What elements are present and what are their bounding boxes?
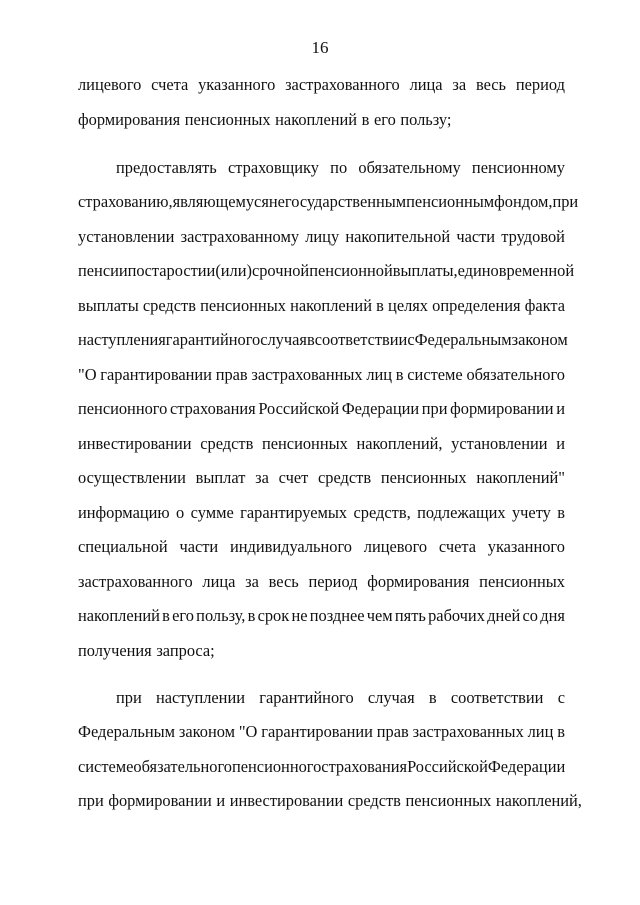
word: срочной [251,261,310,280]
word: законом [511,330,568,349]
word: случая [367,687,415,707]
page-number: 16 [311,38,329,57]
word: формирования [78,109,181,129]
word: запроса; [156,640,215,660]
word: "О [78,364,97,384]
word: дней [487,606,521,625]
word: с [557,687,565,707]
word: пользу; [400,109,452,129]
word: дня [540,606,565,625]
word: при [421,399,448,418]
word: и [206,261,216,280]
word: гарантийного [165,330,261,349]
word: прав [376,722,409,741]
paragraph [78,687,582,826]
text-line [78,192,579,227]
word: предоставлять [116,157,217,177]
word: при [78,791,104,810]
word: части [456,226,496,246]
word: по [330,157,348,177]
word: в [361,109,370,129]
word: Российской [258,399,340,418]
word: указанного [487,537,565,556]
word: чем [366,606,393,625]
word: средств [318,468,372,487]
word: в [557,722,565,741]
word: лицевого [78,75,142,94]
word: счет [278,468,309,487]
word: гарантийного [259,687,354,707]
word: срок [257,606,290,625]
word: Федеральным [414,330,512,349]
word: пенсионных [184,109,271,129]
word: специальной [78,537,168,556]
paragraph [78,75,565,158]
word: застрахованному [180,226,300,246]
text-line [78,641,565,688]
word: средств, [353,502,411,522]
word: инвестировании [229,791,344,810]
word: информацию [78,502,170,522]
word: гарантировании [100,364,212,384]
word: соответствии [450,687,544,707]
word: пенсионных [380,468,467,487]
word: сумме [190,502,234,522]
word: системе [78,756,134,776]
word: осуществлении [78,468,186,487]
word: в [395,364,404,384]
word: получения [78,640,152,660]
text-line [78,606,565,641]
word: накоплений [78,606,160,625]
word: пользу, [196,606,246,625]
word: период [515,75,565,94]
word: застрахованных [412,722,524,741]
word: обязательного [133,756,232,776]
word: накопительной [345,226,451,246]
word: застрахованного [78,571,193,591]
word: при [116,687,142,707]
word: в [428,687,437,707]
word: выплат [195,468,246,487]
word: Федерации [341,399,420,418]
word: пенсионным [406,192,495,211]
word: страхования [169,399,256,418]
word: пенсионному [471,157,565,177]
word: за [255,468,269,487]
word: в [376,295,384,315]
word: установлении [78,226,175,246]
word: счета [151,75,189,94]
word: инвестировании [78,433,192,453]
text-line [78,261,575,296]
word: за [452,75,467,94]
word: с [407,330,415,349]
word: установлении [451,433,548,453]
word: законом [178,722,236,741]
word: весь [268,571,299,591]
word: и [556,433,565,453]
text-line [78,688,565,723]
text-line [78,75,565,110]
word: "О [238,722,258,741]
word: лица [409,75,443,94]
text-line [78,110,565,158]
word: в [306,330,315,349]
word: его [373,109,396,129]
word: прав [215,364,248,384]
text-line [78,537,565,572]
word: единовременной [457,261,575,280]
text-line [78,722,565,757]
word: средств [200,433,254,453]
word: застрахованного [285,75,400,94]
text-line [78,503,565,538]
word: соответствии [314,330,408,349]
word: средств [142,295,196,315]
word: за [245,571,259,591]
word: накоплений [290,295,372,315]
text-line [78,158,565,193]
word: обязательному [358,157,461,177]
word: не [291,606,308,625]
word: застрахованных [251,364,363,384]
word: Российской [407,756,488,776]
word: случая [260,330,307,349]
word: лицевого [363,537,428,556]
word: его [172,606,194,625]
word: пенсионных [200,295,286,315]
word: рабочих [428,606,485,625]
word: лиц [366,364,393,384]
word: и [556,399,565,418]
word: учету [511,502,551,522]
word: старости [144,261,207,280]
text-line [78,434,565,469]
word: определения [432,295,521,315]
word: наступлении [155,687,245,707]
word: наступления [78,330,166,349]
word: части [179,537,219,556]
word: при [552,192,579,211]
word: счета [438,537,476,556]
word: гарантируемых [240,502,348,522]
word: системе [407,364,463,384]
word: страхования [321,756,408,776]
word: подлежащих [417,502,506,522]
word: являющемуся [172,192,269,211]
word: пенсионных [405,791,492,810]
text-line [78,365,565,400]
word: негосударственным [268,192,407,211]
word: страховщику [228,157,319,177]
word: в [557,502,565,522]
word: весь [475,75,507,94]
word: пенсии [78,261,128,280]
word: (или) [215,261,252,280]
word: пять [394,606,426,625]
word: формировании [450,399,554,418]
word: выплаты [78,295,139,315]
word: в [162,606,170,625]
text-line [78,330,568,365]
text-line [78,757,565,792]
word: выплаты, [392,261,458,280]
word: пенсионного [231,756,322,776]
word: и [216,791,226,810]
text-line [78,399,565,434]
word: гарантировании [261,722,373,741]
word: целях [388,295,429,315]
word: накоплений, [356,433,443,453]
word: по [127,261,145,280]
paragraph [78,157,579,688]
word: пенсионных [479,571,565,591]
word: в [247,606,256,625]
word: Федеральным [78,722,176,741]
word: указанного [198,75,276,94]
text-line [78,791,582,826]
word: трудовой [501,226,565,246]
word: лиц [527,722,554,741]
document-body [78,75,582,826]
word: формировании [108,791,212,810]
word: обязательного [466,364,565,384]
text-line [78,296,565,331]
word: лица [202,571,236,591]
text-line [78,468,565,503]
word: формирования [367,571,470,591]
word: пенсионного [78,399,168,418]
word: страхованию, [78,192,173,211]
word: позднее [309,606,365,625]
word: Федерации [487,756,566,776]
word: период [308,571,358,591]
word: лицу [305,226,340,246]
word: фондом, [494,192,553,211]
word: накоплений" [476,468,565,487]
word: пенсионных [261,433,348,453]
word: накоплений [275,109,358,129]
word: о [176,502,185,522]
word: пенсионной [309,261,393,280]
text-line [78,227,565,262]
word: индивидуального [229,537,352,556]
text-line [78,572,565,607]
word: факта [524,295,565,315]
word: накоплений, [495,791,582,810]
word: средств [347,791,401,810]
word: со [522,606,539,625]
